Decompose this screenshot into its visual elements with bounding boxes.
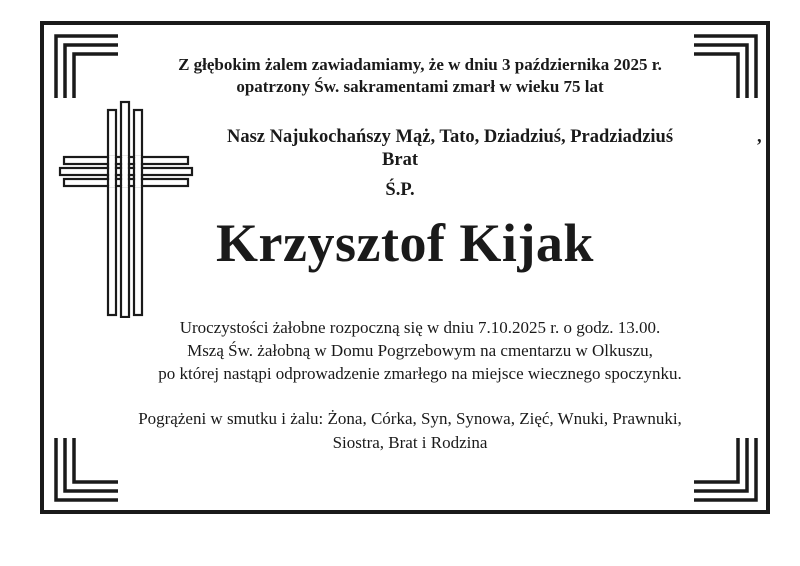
ceremony-line-3: po której nastąpi odprowadzenie zmarłego na miejsce wiecznego spoczynku. [158, 364, 682, 383]
intro-line-2: opatrzony Św. sakramentami zmarł w wieku 75 lat [236, 77, 604, 96]
intro-line-1: Z głębokim żalem zawiadamiamy, że w dniu 3 października 2025 r. [178, 55, 662, 74]
deceased-name: Krzysztof Kijak [216, 213, 594, 273]
relation-line-2: Brat [382, 150, 418, 170]
ceremony-line-1: Uroczystości żałobne rozpoczną się w dniu 7.10.2025 r. o godz. 13.00. [179, 318, 661, 337]
relation-comma: , [757, 127, 762, 147]
ceremony-line-2: Mszą Św. żałobną w Domu Pogrzebowym na cmentarzu w Olkuszu, [187, 341, 653, 360]
mourners-line-1: Pogrążeni w smutku i żalu: Żona, Córka, Syn, Synowa, Zięć, Wnuki, Prawnuki, [138, 409, 682, 428]
relation-line-1: Nasz Najukochańszy Mąż, Tato, Dziadziuś, Pradziadziuś [226, 127, 674, 147]
mourners-line-2: Siostra, Brat i Rodzina [332, 433, 488, 452]
sp-label: Ś.P. [385, 180, 415, 200]
